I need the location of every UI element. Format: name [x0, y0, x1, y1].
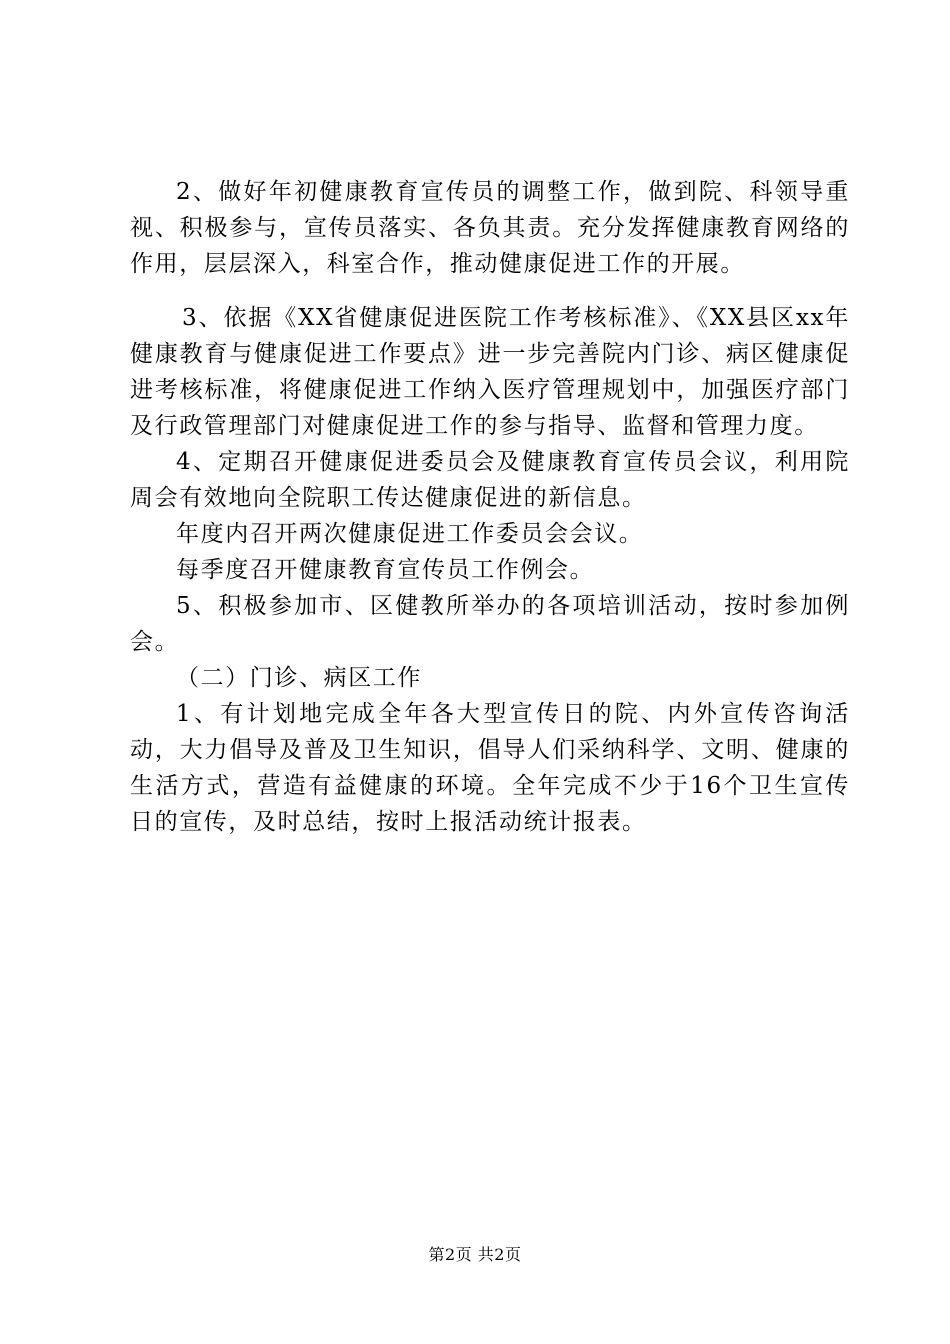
- paragraph-quarterly-meetings: 每季度召开健康教育宣传员工作例会。: [176, 557, 595, 583]
- paragraph-item-5: 5、积极参加市、区健教所举办的各项培训活动，按时参加例会。: [130, 593, 850, 655]
- paragraph-item-2: 2、做好年初健康教育宣传员的调整工作，做到院、科领导重视、积极参与，宣传员落实、各负其责。充分发挥健康教育网络的作用，层层深入，科室合作，推动健康促进工作的开展。: [130, 179, 850, 277]
- paragraph-item-4: 4、定期召开健康促进委员会及健康教育宣传员会议，利用院周会有效地向全院职工传达健康促进的新信息。: [130, 449, 850, 511]
- paragraph-item-1-outpatient: 1、有计划地完成全年各大型宣传日的院、内外宣传咨询活动，大力倡导及普及卫生知识，倡导人们采纳科学、文明、健康的生活方式，营造有益健康的环境。全年完成不少于16个卫生宣传日的宣传，及时总结，按时上报活动统计报表。: [130, 701, 850, 835]
- document-body: [130, 174, 850, 840]
- paragraph-committee-meetings: 年度内召开两次健康促进工作委员会会议。: [176, 521, 644, 547]
- page-number-footer: 第2页 共2页: [428, 1245, 522, 1264]
- paragraph-item-3: 3、依据《XX省健康促进医院工作考核标准》、《XX县区xx年健康教育与健康促进工作要点》进一步完善院内门诊、病区健康促进考核标准，将健康促进工作纳入医疗管理规划中，加强医疗部门及行政管理部门对健康促进工作的参与指导、监督和管理力度。: [130, 305, 850, 439]
- section-heading-outpatient: （二）门诊、病区工作: [176, 665, 422, 691]
